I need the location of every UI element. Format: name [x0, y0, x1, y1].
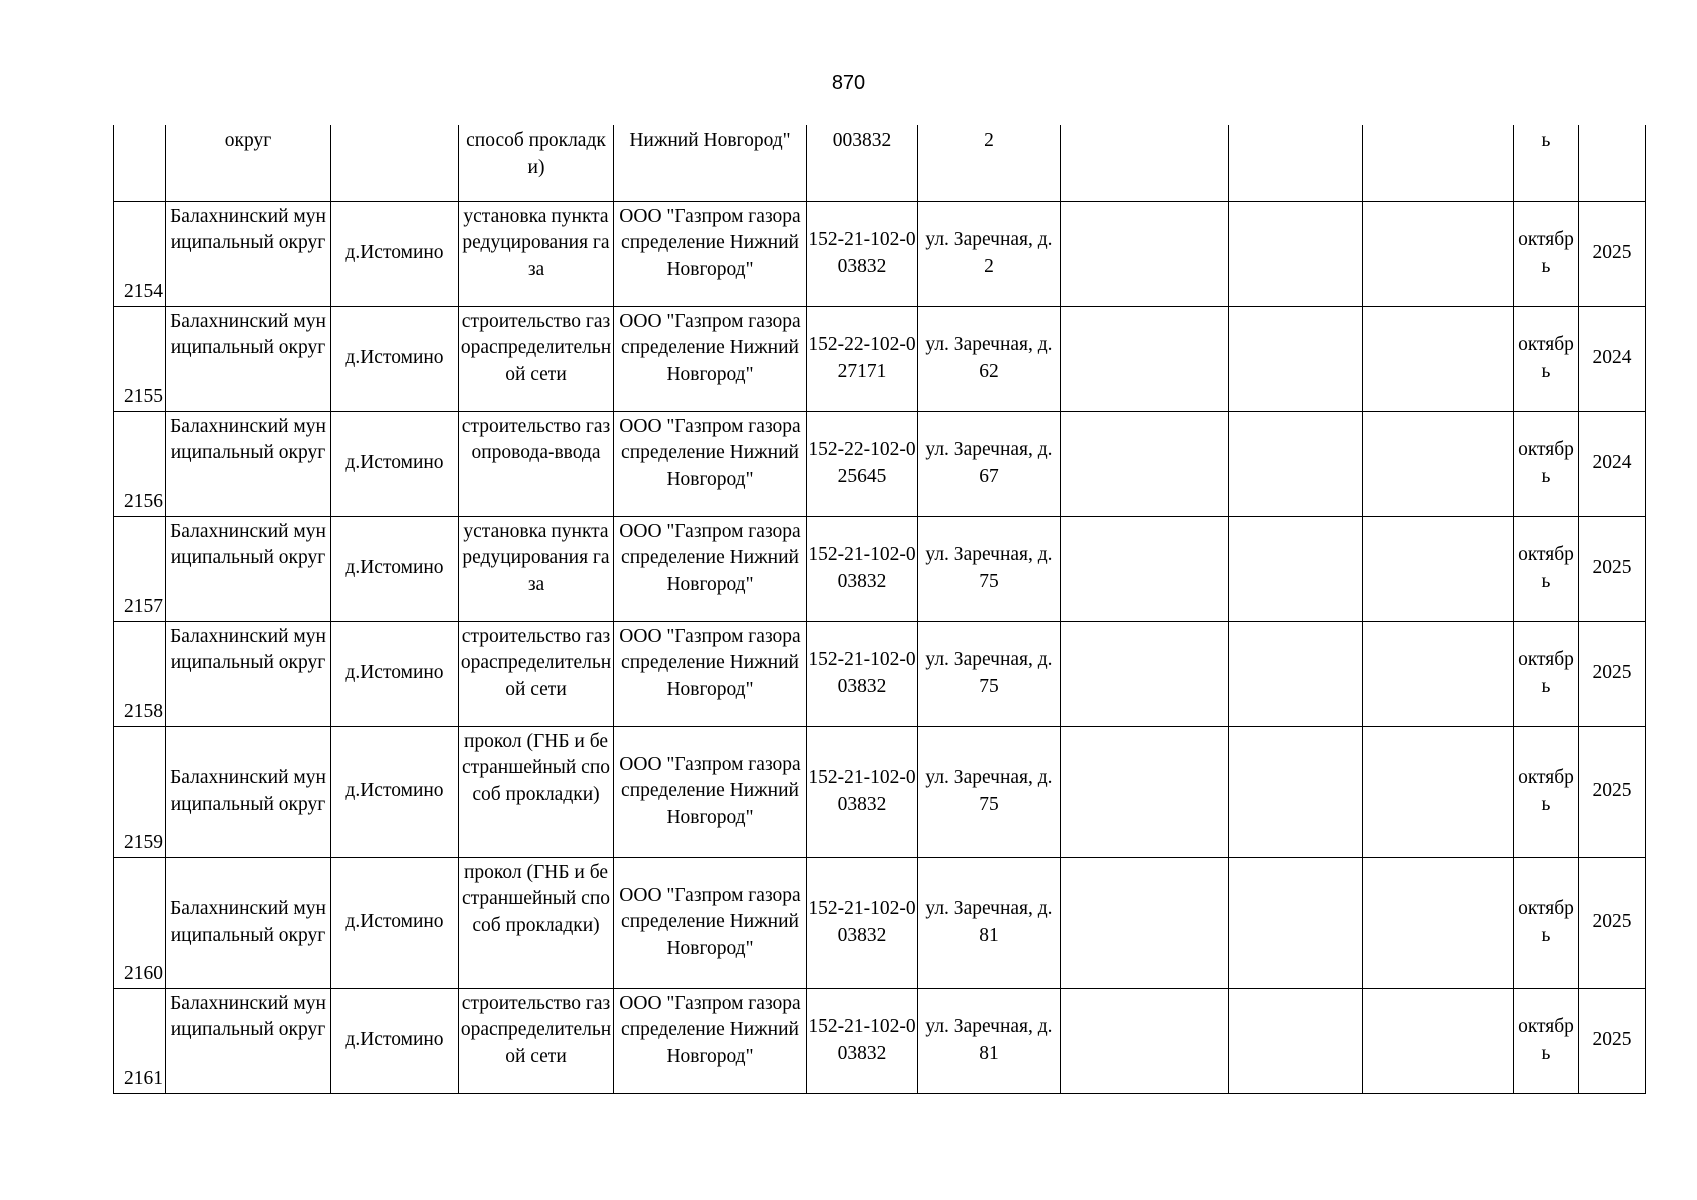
cell-locality: д.Истомино — [331, 621, 459, 726]
table-row — [114, 988, 1646, 1093]
cell-address: ул. Заречная, д. 81 — [918, 988, 1061, 1093]
cell-empty — [1363, 726, 1514, 857]
cell-work: прокол (ГНБ и бестраншейный способ прокладки) — [459, 857, 614, 988]
cell-code: 152-22-102-027171 — [807, 306, 918, 411]
cell-empty — [1061, 516, 1229, 621]
cell-empty — [1363, 411, 1514, 516]
cell-address: 2 — [918, 125, 1061, 201]
cell-empty — [1229, 201, 1363, 306]
cell-empty — [1363, 201, 1514, 306]
cell-district: Балахнинский муниципальный округ — [166, 726, 331, 857]
cell-empty — [1061, 201, 1229, 306]
cell-code: 152-21-102-003832 — [807, 621, 918, 726]
cell-org: ООО "Газпром газораспределение Нижний Новгород" — [614, 621, 807, 726]
cell-year: 2025 — [1579, 988, 1646, 1093]
table-row — [114, 621, 1646, 726]
cell-year: 2025 — [1579, 621, 1646, 726]
cell-empty — [1363, 306, 1514, 411]
cell-empty — [1363, 125, 1514, 201]
cell-district: Балахнинский муниципальный округ — [166, 988, 331, 1093]
cell-empty — [1229, 726, 1363, 857]
table-row — [114, 411, 1646, 516]
cell-empty — [1229, 988, 1363, 1093]
works-table — [113, 125, 1646, 1094]
cell-code: 152-21-102-003832 — [807, 857, 918, 988]
cell-org: ООО "Газпром газораспределение Нижний Новгород" — [614, 857, 807, 988]
cell-empty — [1061, 125, 1229, 201]
cell-year — [1579, 125, 1646, 201]
cell-month: октябрь — [1514, 857, 1579, 988]
cell-locality: д.Истомино — [331, 857, 459, 988]
cell-district: округ — [166, 125, 331, 201]
cell-num: 2154 — [114, 201, 166, 306]
cell-org: ООО "Газпром газораспределение Нижний Новгород" — [614, 988, 807, 1093]
cell-address: ул. Заречная, д. 67 — [918, 411, 1061, 516]
cell-num: 2155 — [114, 306, 166, 411]
cell-org: ООО "Газпром газораспределение Нижний Новгород" — [614, 726, 807, 857]
cell-year: 2025 — [1579, 201, 1646, 306]
cell-locality: д.Истомино — [331, 988, 459, 1093]
cell-district: Балахнинский муниципальный округ — [166, 411, 331, 516]
cell-address: ул. Заречная, д. 81 — [918, 857, 1061, 988]
table-row — [114, 201, 1646, 306]
cell-district: Балахнинский муниципальный округ — [166, 857, 331, 988]
cell-empty — [1061, 411, 1229, 516]
cell-district: Балахнинский муниципальный округ — [166, 516, 331, 621]
table-row — [114, 726, 1646, 857]
cell-work: строительство газораспределительной сети — [459, 988, 614, 1093]
cell-locality: д.Истомино — [331, 411, 459, 516]
cell-month: октябрь — [1514, 306, 1579, 411]
cell-empty — [1229, 411, 1363, 516]
cell-empty — [1229, 306, 1363, 411]
cell-locality: д.Истомино — [331, 306, 459, 411]
cell-empty — [1229, 857, 1363, 988]
table-row-continued — [114, 125, 1646, 201]
cell-locality: д.Истомино — [331, 726, 459, 857]
cell-org: Нижний Новгород" — [614, 125, 807, 201]
cell-work: установка пункта редуцирования газа — [459, 516, 614, 621]
cell-address: ул. Заречная, д. 75 — [918, 621, 1061, 726]
cell-num: 2156 — [114, 411, 166, 516]
cell-empty — [1363, 621, 1514, 726]
cell-locality — [331, 125, 459, 201]
cell-work: прокол (ГНБ и бестраншейный способ прокладки) — [459, 726, 614, 857]
cell-locality: д.Истомино — [331, 201, 459, 306]
cell-empty — [1061, 621, 1229, 726]
cell-month: октябрь — [1514, 726, 1579, 857]
cell-empty — [1061, 988, 1229, 1093]
cell-org: ООО "Газпром газораспределение Нижний Новгород" — [614, 516, 807, 621]
cell-address: ул. Заречная, д. 62 — [918, 306, 1061, 411]
cell-year: 2024 — [1579, 306, 1646, 411]
cell-empty — [1363, 857, 1514, 988]
cell-org: ООО "Газпром газораспределение Нижний Новгород" — [614, 201, 807, 306]
cell-code: 152-21-102-003832 — [807, 726, 918, 857]
cell-address: ул. Заречная, д. 75 — [918, 516, 1061, 621]
cell-empty — [1229, 125, 1363, 201]
cell-work: строительство газораспределительной сети — [459, 621, 614, 726]
cell-num: 2158 — [114, 621, 166, 726]
cell-district: Балахнинский муниципальный округ — [166, 201, 331, 306]
cell-district: Балахнинский муниципальный округ — [166, 306, 331, 411]
cell-work: установка пункта редуцирования газа — [459, 201, 614, 306]
cell-num: 2161 — [114, 988, 166, 1093]
cell-empty — [1363, 516, 1514, 621]
cell-org: ООО "Газпром газораспределение Нижний Новгород" — [614, 306, 807, 411]
page-number: 870 — [831, 72, 866, 94]
cell-empty — [1229, 621, 1363, 726]
cell-num: 2159 — [114, 726, 166, 857]
cell-code: 152-21-102-003832 — [807, 516, 918, 621]
cell-code: 152-21-102-003832 — [807, 988, 918, 1093]
cell-district: Балахнинский муниципальный округ — [166, 621, 331, 726]
cell-locality: д.Истомино — [331, 516, 459, 621]
cell-empty — [1363, 988, 1514, 1093]
cell-month: ь — [1514, 125, 1579, 201]
table-row — [114, 306, 1646, 411]
cell-empty — [1061, 857, 1229, 988]
cell-code: 003832 — [807, 125, 918, 201]
cell-empty — [1061, 726, 1229, 857]
table-row — [114, 857, 1646, 988]
cell-code: 152-21-102-003832 — [807, 201, 918, 306]
cell-num: 2157 — [114, 516, 166, 621]
cell-num: 2160 — [114, 857, 166, 988]
cell-work: строительство газораспределительной сети — [459, 306, 614, 411]
cell-year: 2025 — [1579, 516, 1646, 621]
cell-year: 2024 — [1579, 411, 1646, 516]
cell-empty — [1229, 516, 1363, 621]
cell-code: 152-22-102-025645 — [807, 411, 918, 516]
cell-address: ул. Заречная, д. 75 — [918, 726, 1061, 857]
cell-work: способ прокладки) — [459, 125, 614, 201]
cell-month: октябрь — [1514, 411, 1579, 516]
cell-month: октябрь — [1514, 201, 1579, 306]
cell-org: ООО "Газпром газораспределение Нижний Новгород" — [614, 411, 807, 516]
cell-year: 2025 — [1579, 857, 1646, 988]
table-row — [114, 516, 1646, 621]
cell-month: октябрь — [1514, 988, 1579, 1093]
cell-address: ул. Заречная, д. 2 — [918, 201, 1061, 306]
cell-month: октябрь — [1514, 621, 1579, 726]
cell-num — [114, 125, 166, 201]
cell-empty — [1061, 306, 1229, 411]
cell-year: 2025 — [1579, 726, 1646, 857]
cell-work: строительство газопровода-ввода — [459, 411, 614, 516]
cell-month: октябрь — [1514, 516, 1579, 621]
